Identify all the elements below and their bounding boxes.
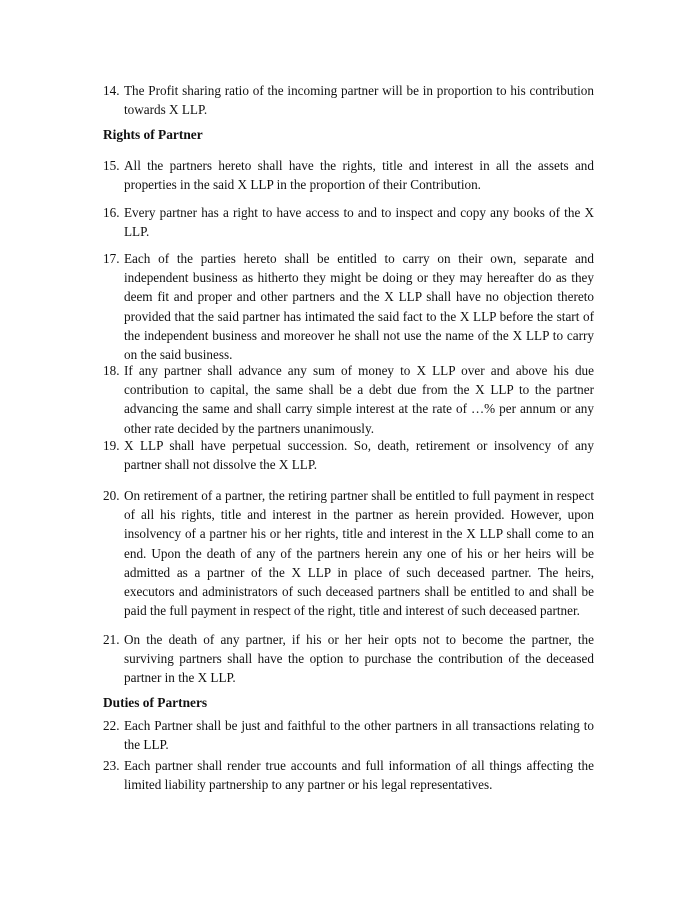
- clause-15: [103, 156, 594, 194]
- clause-text: On the death of any partner, if his or her heir opts not to become the partner, the surviving partners shall have the option to purchase the contribution of the deceased partner in the X LLP.: [124, 632, 594, 686]
- clause-17: [103, 249, 594, 364]
- clause-14: [103, 81, 594, 119]
- clause-text: X LLP shall have perpetual succession. So, death, retirement or insolvency of any partner shall not dissolve the X LLP.: [124, 438, 594, 473]
- clause-number: 19.: [103, 438, 120, 453]
- section-heading-rights: Rights of Partner: [103, 127, 203, 142]
- clause-text: The Profit sharing ratio of the incoming partner will be in proportion to his contribution towards X LLP.: [124, 83, 594, 118]
- clause-number: 23.: [103, 758, 120, 773]
- clause-20: [103, 486, 594, 620]
- section-heading-duties: Duties of Partners: [103, 695, 208, 710]
- clause-number: 17.: [103, 251, 120, 266]
- clause-number: 18.: [103, 363, 120, 378]
- clause-text: Each Partner shall be just and faithful to the other partners in all transactions relating to the LLP.: [124, 718, 594, 753]
- clause-text: On retirement of a partner, the retiring partner shall be entitled to full payment in respect of all his rights, title and interest in the partner as herein provided. However, upon insolvency of a partner his or her rights, title and interest in the X LLP shall come to an end. Upon the death of any of the partners herein any one of his or her heirs will be admitted as a partner of the X LLP in place of such deceased partner. The heirs, executors and administrators of such deceased partners shall be entitled to and shall be paid the full payment in respect of the right, title and interest of such deceased partner.: [124, 488, 594, 619]
- clause-number: 20.: [103, 488, 120, 503]
- clause-number: 16.: [103, 205, 120, 220]
- clause-18: [103, 361, 594, 438]
- clause-text: All the partners hereto shall have the rights, title and interest in all the assets and properties in the said X LLP in the proportion of their Contribution.: [124, 158, 594, 193]
- clause-16: [103, 203, 594, 241]
- clause-number: 22.: [103, 718, 120, 733]
- clause-number: 15.: [103, 158, 120, 173]
- clause-23: [103, 756, 594, 794]
- clause-21: [103, 630, 594, 688]
- clause-number: 14.: [103, 83, 120, 98]
- clause-22: [103, 716, 594, 754]
- clause-text: If any partner shall advance any sum of money to X LLP over and above his due contribution to capital, the same shall be a debt due from the X LLP to the partner advancing the same and shall carry simple interest at the rate of …% per annum or any other rate decided by the partners unanimously.: [124, 363, 594, 436]
- clause-19: [103, 436, 594, 474]
- clause-text: Every partner has a right to have access to and to inspect and copy any books of the X LLP.: [124, 205, 594, 240]
- clause-number: 21.: [103, 632, 120, 647]
- clause-text: Each partner shall render true accounts and full information of all things affecting the limited liability partnership to any partner or his legal representatives.: [124, 758, 594, 793]
- clause-text: Each of the parties hereto shall be entitled to carry on their own, separate and independent business as hitherto they might be doing or they may hereafter do as they deem fit and proper and other partners and the X LLP shall have no objection thereto provided that the said partner has intimated the said fact to the X LLP before the start of the independent business and moreover he shall not use the name of the X LLP to carry on the said business.: [124, 251, 594, 363]
